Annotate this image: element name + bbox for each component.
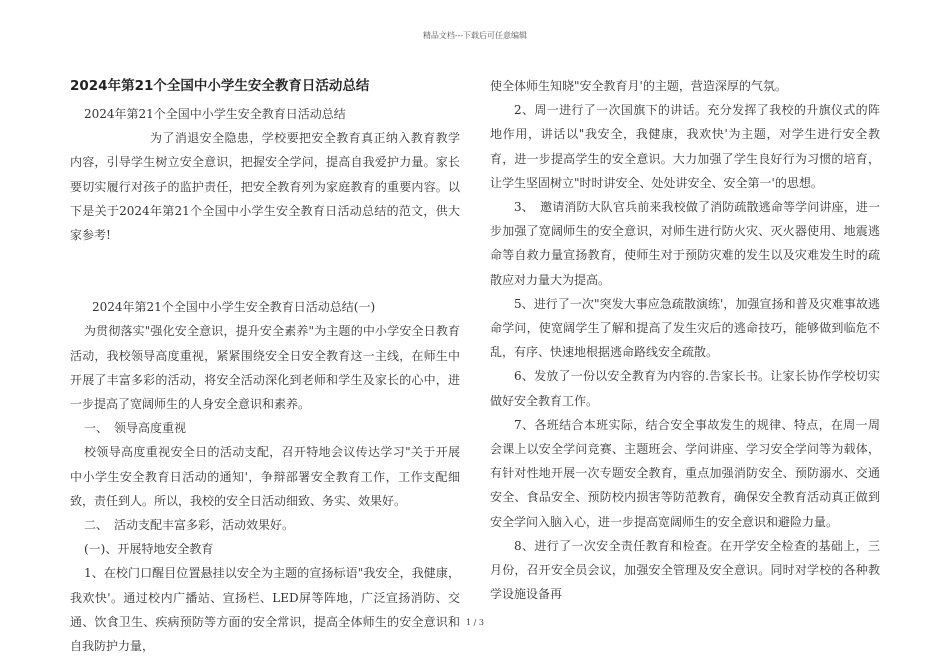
section-title: 2024年第21个全国中小学生安全教育日活动总结(一) <box>92 300 376 315</box>
paragraph: 为贯彻落实"强化安全意识，提升安全素养"为主题的中小学安全日教育活动，我校领导高度重视，紧紧围绕安全日安全教育这一主线，在师生中开展了丰富多彩的活动，将安全活动深化到老师和学生及家长的心中，进一步提高了宽阔师生的人身安全意识和素养。 <box>70 324 460 412</box>
paragraph: 7、各班结合本班实际，结合安全事故发生的规律、特点，在周一周会课上以安全学问竞赛、主题班会、学问讲座、学习安全学问等为载体，有针对性地开展一次专题安全教育，重点加强消防安全、预防溺水、交通安全、食品安全、预防校内损害等防范教育，确保安全教育活动真正做到安全学问入脑入心，进一步提高宽阔师生的安全意识和避险力量。 <box>490 417 880 529</box>
page-header: 精品文档---下载后可任意编辑 <box>422 31 528 40</box>
heading-3: (一)、开展特地安全教育 <box>84 542 214 557</box>
paragraph: 6、发放了一份以安全教育为内容的.告家长书。让家长协作学校切实做好安全教育工作。 <box>490 369 880 408</box>
right-column <box>490 74 880 606</box>
heading-2: 二、 活动支配丰富多彩，活动效果好。 <box>84 518 295 533</box>
left-column <box>70 74 460 658</box>
heading-1: 一、 领导高度重视 <box>84 421 187 436</box>
paragraph: 1、在校门口醒目位置悬挂以安全为主题的宣扬标语"我安全，我健康，我欢快'。通过校内广播站、宣扬栏、LED屏等阵地，广泛宣扬消防、交通、饮食卫生、疾病预防等方面的安全常识，提高全体师生的安全意识和自我防护力量， <box>70 566 460 654</box>
page-number: 1 / 3 <box>466 618 484 627</box>
spacer <box>70 247 460 295</box>
paragraph: 5、进行了一次"突发大事应急疏散演练'，加强宣扬和普及灾难事故逃命学问，使宽阔学生了解和提高了发生灾后的逃命技巧，能够做到临危不乱，有序、快速地根据逃命路线安全疏散。 <box>490 296 880 360</box>
document-subtitle: 2024年第21个全国中小学生安全教育日活动总结 <box>84 107 346 121</box>
paragraph: 8、进行了一次安全责任教育和检查。在开学安全检查的基础上，三月份，召开安全员会议，加强安全管理及安全意识。同时对学校的各种教学设施设备再 <box>490 538 880 602</box>
document-title: 2024年第21个全国中小学生安全教育日活动总结 <box>70 78 370 94</box>
intro-paragraph: 为了消退安全隐患，学校要把安全教育真正纳入教育教学内容，引导学生树立安全意识，把握安全学问，提高自我爱护力量。家长要切实履行对孩子的监护责任，把安全教育列为家庭教育的重要内容。以下是关于2024年第21个全国中小学生安全教育日活动总结的范文，供大家参考! <box>70 131 460 243</box>
paragraph: 3、 邀请消防大队官兵前来我校做了消防疏散逃命等学问讲座，进一步加强了宽阔师生的安全意识，对师生进行防火灾、灭火器使用、地震逃命等自救力量宣扬教育，使师生对于预防灾难的发生以及灾难发生时的疏散应对力量大为提高。 <box>490 200 880 287</box>
paragraph: 使全体师生知晓"安全教育月'的主题，营造深厚的气氛。 <box>490 79 787 93</box>
paragraph: 校领导高度重视安全日的活动支配，召开特地会议传达学习"关于开展中小学生安全教育日活动的通知'，争辩部署安全教育工作，工作支配细致，责任到人。所以，我校的安全日活动细致、务实、效果好。 <box>70 445 460 508</box>
paragraph: 2、周一进行了一次国旗下的讲话。充分发挥了我校的升旗仪式的阵地作用，讲话以"我安全，我健康，我欢快'为主题，对学生进行安全教育，进一步提高学生的安全意识。大力加强了学生良好行为习惯的培育，让学生坚固树立"时时讲安全、处处讲安全、安全第一'的思想。 <box>490 103 880 190</box>
